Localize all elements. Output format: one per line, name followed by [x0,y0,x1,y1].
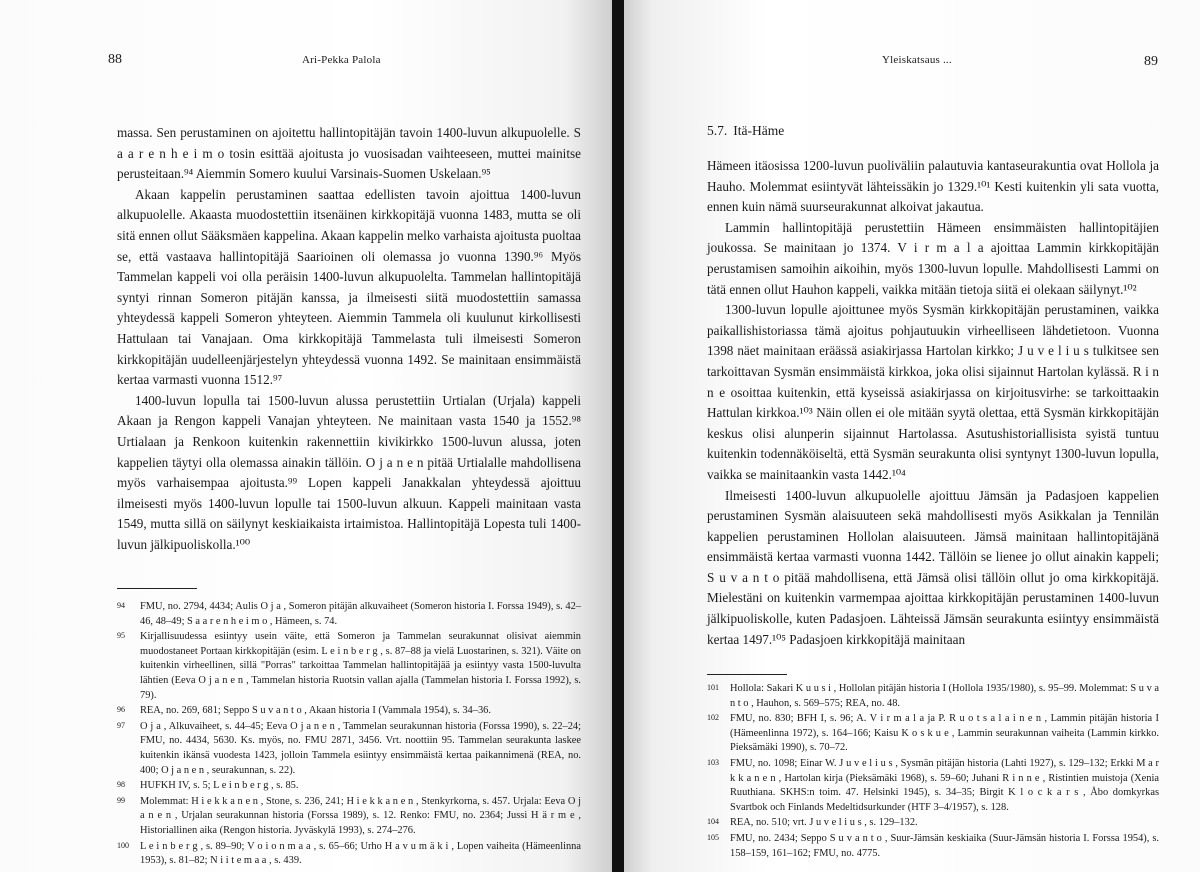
footnotes [117,600,581,870]
footnote [117,630,581,703]
footnote [117,600,581,629]
footnote-text: Kirjallisuudessa esiintyy usein väite, että Someron ja Tammelan seurakunnat olisivat aiemmin muodostaneet Portaan kirkkopitäjän (esim. L e i n b e r g , s. 87–88 ja vielä Luostarinen, s. 321). Väite on kuitenkin virheellinen, sillä "Porras" tarkoittaa Tammelan hallintopitäjää ja esiintyy vasta 1500-luvulta lähtien (Eeva O j a n e n , Tammelan historia Ruotsin vallan ajalla (Tammelan historia I. Forssa 1992), s. 79). [140,631,581,701]
footnote-text: FMU, no. 1098; Einar W. J u v e l i u s , Sysmän pitäjän historia (Lahti 1927), s. 129–132; Erkki M a r k k a n e n , Hartolan kirja (Pieksämäki 1968), s. 59–60; Juhani R i n n e , Ristintien muistoja (Xenia Ruuthiana. SKHS:n toim. 47. Helsinki 1945), s. 34–35; Birgit K l o c k a r s , Åbo domkyrkas Svartbok och Finlands Medeltidsurkunder (HTF 3–4/1957), s. 128. [730,757,1159,813]
footnote [707,682,1159,711]
paragraph: Hämeen itäosissa 1200-luvun puoliväliin palautuvia kantaseurakuntia ovat Hollola ja Hauho. Molemmat esiintyvät lähteissäkin jo 1329.¹⁰¹ Kesti kuitenkin yli sata vuotta, ennen kuin nämä suurseurakunnat alkoivat jakautua. [707,158,1159,215]
footnote [117,720,581,778]
footnote-number: 101 [707,683,719,692]
footnote [117,840,581,869]
footnote-rule [707,674,787,675]
section-heading [707,123,784,139]
body-text [707,156,1159,650]
footnote-number: 104 [707,817,719,827]
footnote-text: FMU, no. 2434; Seppo S u v a n t o , Suur-Jämsän keskiaika (Suur-Jämsän historia I. Forssa 1954), s. 158–159, 161–162; FMU, no. 4775. [730,832,1159,859]
footnote-text: FMU, no. 830; BFH I, s. 96; A. V i r m a l a ja P. R u o t s a l a i n e n , Lammin pitäjän historia I (Hämeenlinna 1972), s. 164–166; Kaisu K o s k u e , Lammin seurakunnan vaiheita (Lammin kirkko. Pieksämäki 1990), s. 70–72. [730,713,1159,754]
footnote-text: FMU, no. 2794, 4434; Aulis O j a , Someron pitäjän alkuvaiheet (Someron historia I. Forssa 1949), s. 42–46, 48–49; S a a r e n h e i m o , Hämeen, s. 74. [140,601,581,627]
running-head: Ari-Pekka Palola [302,54,381,66]
footnote-number: 100 [117,840,129,850]
paragraph: massa. Sen perustaminen on ajoitettu hallintopitäjän tavoin 1400-luvun alkupuolelle. S a a r e n h e i m o tosin esittää ajoitusta jo vuosisadan vaihteeseen, muttei mainitse perusteitaan.⁹⁴ Aiemmin Somero kuului Varsinais-Suomen Uskelaan.⁹⁵ [117,125,581,182]
footnote-number: 105 [707,832,719,842]
footnote-number: 96 [117,705,125,715]
paragraph: Akaan kappelin perustaminen saattaa edellisten tavoin ajoittua 1400-luvun alkupuolelle. Akaasta muodostettiin itsenäinen kirkkopitäjä vuonna 1483, mutta se oli sitä ennen ollut Sääksmäen kappelina. Akaan kappelin melko varhaista ajoitusta puoltaa se, että vastaava hallintopitäjä Saarioinen oli olemassa jo vuonna 1390.⁹⁶ Myös Tammelan kappeli voi olla peräisin 1400-luvun alkupuolelta. Tammelan hallintopitäjä syntyi rinnan Someron pitäjän kanssa, ja ilmeisesti siitä muodostettiin samassa yhteydessä kappeli Someron yhteyteen. Aiemmin Tammela oli kuulunut kirkollisesti Hattulaan tai Vanajaan. Oma kirkkopitäjä Tammelasta tuli ilmeisesti Someron kirkkopitäjän uudelleenjärjestelyn yhteydessä vuonna 1492. Se mainitaan ensimmäistä kertaa varmasti vuonna 1512.⁹⁷ [117,186,581,388]
paragraph: 1300-luvun lopulle ajoittunee myös Sysmän kirkkopitäjän perustaminen, vaikka paikallishistoriassa tämä ajoitus pohjautuukin virheelliseen lähdetietoon. Vuonna 1398 näet mainitaan eräässä asiakirjassa Hartolan kirkko; J u v e l i u s tulkitsee sen tarkoittavan Sysmän ensimmäistä kirkkoa, joka olisi sijainnut Hartolan kylässä. R i n n e osoittaa kuitenkin, että kyseissä asiakirjassa on kirjoitusvirhe: se tarkoittaakin Hattulan kirkkoa.¹⁰³ Näin ollen ei ole mitään syytä olettaa, että Sysmän kirkkopitäjän keskus olisi alunperin sijainnut Hartolassa. Asutushistoriallisista syistä tuntuu kuitenkin todennäköiseltä, että Sysmän seurakunta olisi syntynyt 1300-luvun lopulla, vaikka se mainitaankin vasta 1442.¹⁰⁴ [707,302,1159,482]
footnote [707,832,1159,861]
running-head: Yleiskatsaus ... [882,54,952,66]
footnote [117,795,581,839]
paragraph: Ilmeisesti 1400-luvun alkupuolelle ajoittuu Jämsän ja Padasjoen kappelien perustaminen Sysmän alaisuuteen sekä mahdollisesti myös Asikkalan ja Tennilän kappelien perustaminen Hollolan alaisuuteen. Jämsä mainitaan hallintopitäjänä ensimmäistä kertaa varmasti vuonna 1442. Tällöin se lienee jo ollut ainakin kappeli; S u v a n t o pitää mahdollisena, että Jämsä olisi tällöin ollut jo oma kirkkopitäjä. Mielestäni on kuitenkin varmempaa ajoittaa kirkkopitäjän perustaminen 1400-luvun jälkipuoliskolle, kuten Padasjoen. Lähteissä Jämsän seurakunta esiintyy ensimmäistä kertaa 1497.¹⁰⁵ Padasjoen kirkkopitäjä mainitaan [707,487,1159,647]
footnote-number: 99 [117,795,125,805]
footnote-number: 103 [707,757,719,767]
section-title: Itä-Häme [733,123,785,138]
paragraph: 1400-luvun lopulla tai 1500-luvun alussa perustettiin Urtialan (Urjala) kappeli Akaan ja Rengon kappeli Vanajan yhteyteen. Ne mainitaan vasta 1540 ja 1552.⁹⁸ Urtialaan ja Renkoon kuitenkin rakennettiin kivikirkko 1500-luvun alussa, joten kappelien täytyi olla olemassa ainakin tällöin. O j a n e n pitää Urtialalle mahdollisena myös varhaisempaa ajoitusta.⁹⁹ Lopen kappeli Janakkalan yhteydessä ajoittuu ilmeisesti myös 1400-luvun lopulle tai 1500-luvun alkuun. Kappeli mainitaan vasta 1549, mutta sillä on säilynyt keskiaikaista irtaimistoa. Hallintopitäjä Lopesta tuli 1400-luvun jälkipuoliskolla.¹⁰⁰ [117,392,581,552]
footnote-number: 98 [117,780,125,790]
footnote-text: Hollola: Sakari K u u s i , Hollolan pitäjän historia I (Hollola 1935/1980), s. 95–99. Molemmat: S u v a n t o , Hauhon, s. 569–575; REA, no. 48. [730,683,1159,709]
book-gutter [612,0,624,872]
footnote [707,712,1159,756]
section-number: 5.7. [707,123,728,138]
page-number: 88 [108,52,122,67]
footnote-number: 97 [117,720,125,730]
footnote-text: HUFKH IV, s. 5; L e i n b e r g , s. 85. [140,780,299,792]
footnote-text: L e i n b e r g , s. 89–90; V o i o n m a a , s. 65–66; Urho H a v u m ä k i , Lopen vaiheita (Hämeenlinna 1953), s. 81–82; N i i t e m a a , s. 439. [140,840,581,867]
page-number: 89 [1144,54,1158,69]
footnote-number: 94 [117,601,125,610]
footnote [117,779,581,794]
footnote-text: REA, no. 510; vrt. J u v e l i u s , s. 129–132. [730,817,918,829]
footnote-number: 102 [707,713,719,723]
footnote [117,704,581,719]
footnote-text: O j a , Alkuvaiheet, s. 44–45; Eeva O j a n e n , Tammelan seurakunnan historia (Forssa 1990), s. 22–24; FMU, no. 4434, 5630. Ks. myös, no. FMU 2871, 3456. Vrt. noottiin 95. Tammelan seurakunta laskee kuitenkin ikänsä vuodesta 1423, jolloin Tammela esiintyy ensimmäistä kertaa paikannimenä (REA, no. 400; O j a n e n , seurakunnan, s. 22). [140,720,581,776]
footnote-number: 95 [117,631,125,641]
footnote-text: Molemmat: H i e k k a n e n , Stone, s. 236, 241; H i e k k a n e n , Stenkyrkorna, s. 457. Urjala: Eeva O j a n e n , Urjalan seurakunnan historia (Forssa 1989), s. 12. Renko: FMU, no. 2364; Jussi H ä r m e , Historiallinen aika (Rengon historia. Jyväskylä 1993), s. 274–276. [140,795,581,836]
footnote [707,757,1159,815]
footnote-rule [117,588,197,589]
body-text [117,123,581,555]
footnote [707,816,1159,831]
paragraph: Lammin hallintopitäjä perustettiin Hämeen ensimmäisten hallintopitäjien joukossa. Se mainitaan jo 1374. V i r m a l a ajoittaa Lammin kirkkopitäjän perustamisen samoihin aikoihin, myös 1300-luvun lopulle. Mahdollisesti Lammi on tätä ennen ollut Hauhon kappeli, vaikka mitään tietoja siitä ei olekaan säilynyt.¹⁰² [707,219,1159,297]
footnotes [707,682,1159,862]
right-page [624,0,1200,872]
footnote-text: REA, no. 269, 681; Seppo S u v a n t o , Akaan historia I (Vammala 1954), s. 34–36. [140,705,491,717]
